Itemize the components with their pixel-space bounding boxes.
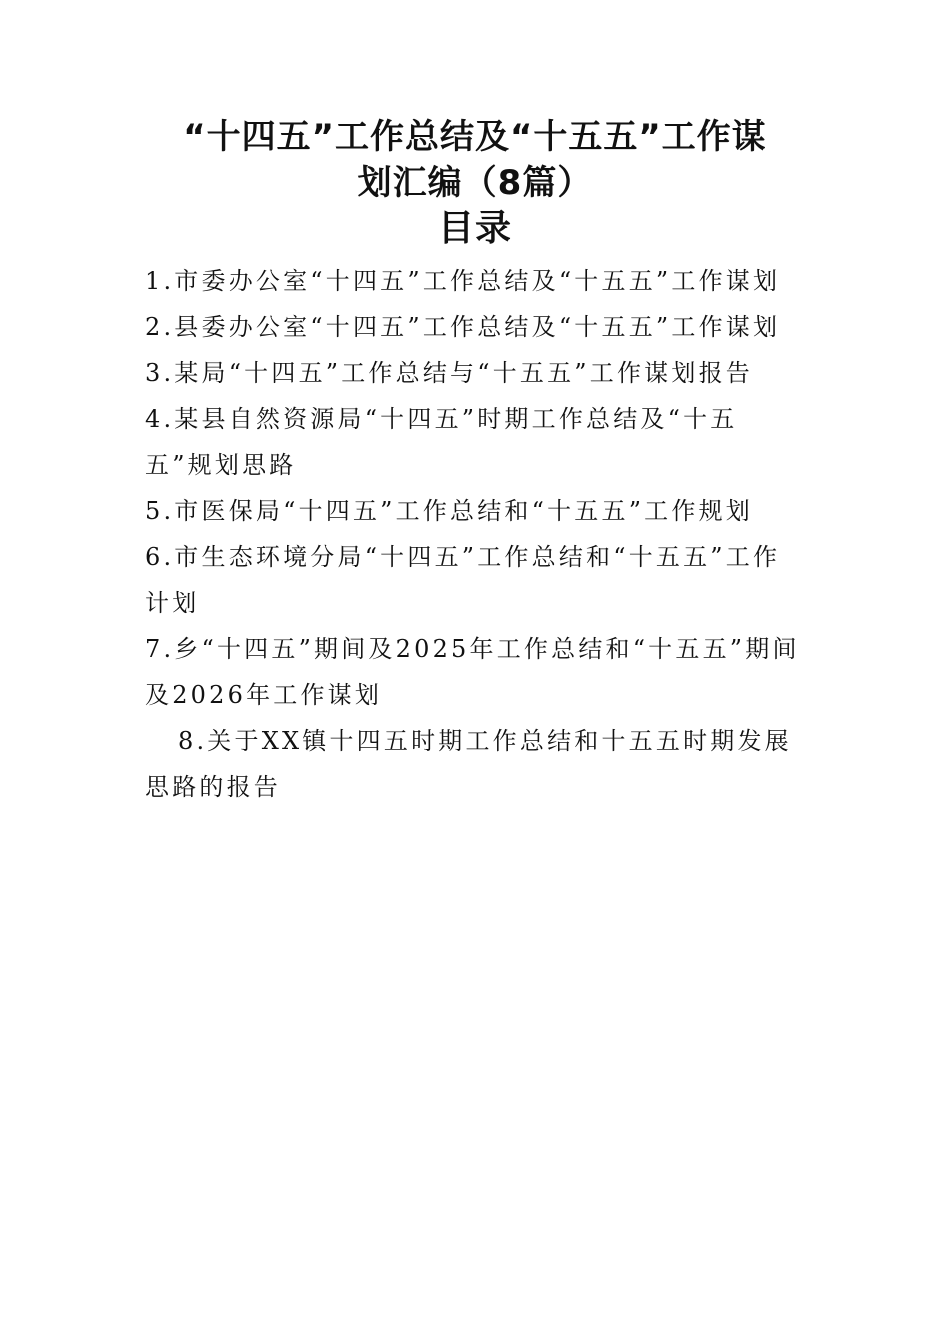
toc-item-1: 1.市委办公室“十四五”工作总结及“十五五”工作谋划 — [145, 267, 781, 295]
table-of-contents — [145, 258, 807, 810]
toc-item-6: 6.市生态环境分局“十四五”工作总结和“十五五”工作计划 — [145, 543, 781, 617]
toc-item-5: 5.市医保局“十四五”工作总结和“十五五”工作规划 — [145, 497, 753, 525]
toc-item-4: 4.某县自然资源局“十四五”时期工作总结及“十五五”规划思路 — [145, 405, 738, 479]
toc-item-7: 7.乡“十四五”期间及2025年工作总结和“十五五”期间及2026年工作谋划 — [145, 635, 800, 709]
toc-item-3: 3.某局“十四五”工作总结与“十五五”工作谋划报告 — [145, 359, 753, 387]
toc-item-2: 2.县委办公室“十四五”工作总结及“十五五”工作谋划 — [145, 313, 781, 341]
toc-heading: 目录 — [437, 208, 512, 249]
document-title-line-1: “十四五”工作总结及“十五五”工作谋 — [183, 117, 767, 157]
toc-item-8: 8.关于XX镇十四五时期工作总结和十五五时期发展思路的报告 — [145, 727, 792, 801]
document-title-line-2: 划汇编（8篇） — [357, 163, 593, 203]
